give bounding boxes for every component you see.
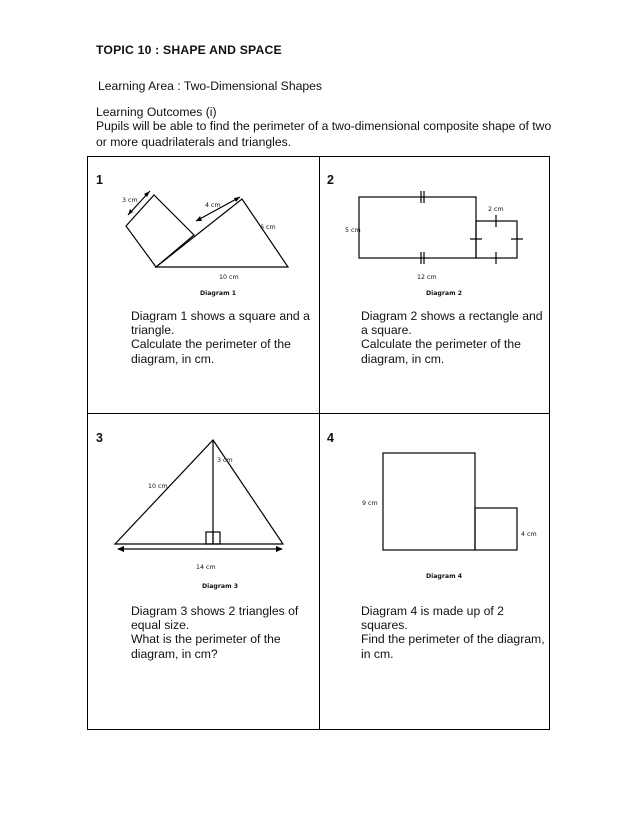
question-number: 4 <box>327 431 334 445</box>
label-side: 4 cm <box>205 202 221 209</box>
label-side: 2 cm <box>488 206 504 213</box>
label-side: 5 cm <box>345 227 361 234</box>
question-text: Diagram 1 shows a square and a triangle. Calculate the perimeter of the diagram, in cm. <box>131 309 310 366</box>
question-cell-2 <box>319 156 550 414</box>
question-text: Diagram 2 shows a rectangle and a square. Calculate the perimeter of the diagram, in cm. <box>361 309 543 366</box>
diagram-caption: Diagram 4 <box>426 573 462 580</box>
label-side: 6 cm <box>260 224 276 231</box>
question-number: 2 <box>327 173 334 187</box>
question-text: Diagram 3 shows 2 triangles of equal size. What is the perimeter of the diagram, in cm? <box>131 604 299 661</box>
question-number: 1 <box>96 173 103 187</box>
triangles-shape <box>115 440 283 544</box>
diagram-caption: Diagram 3 <box>202 583 238 590</box>
learning-outcomes-title: Learning Outcomes (i) <box>96 105 217 119</box>
question-grid <box>87 156 550 730</box>
question-cell-4 <box>319 413 550 730</box>
rectangle-shape <box>359 197 476 258</box>
learning-area: Learning Area : Two-Dimensional Shapes <box>98 79 323 93</box>
triangle-shape <box>156 199 288 267</box>
diagram-4 <box>320 414 549 589</box>
label-side: 12 cm <box>417 274 437 281</box>
diagram-1 <box>88 157 319 299</box>
label-side: 9 cm <box>362 500 378 507</box>
diagram-caption: Diagram 1 <box>200 290 236 297</box>
question-number: 3 <box>96 431 103 445</box>
small-square-shape <box>475 508 517 550</box>
question-text: Diagram 4 is made up of 2 squares. Find the perimeter of the diagram, in cm. <box>361 604 545 661</box>
label-side: 3 cm <box>217 457 233 464</box>
diagram-2 <box>320 157 549 299</box>
topic-heading: TOPIC 10 : SHAPE AND SPACE <box>96 43 282 57</box>
diagram-3 <box>88 414 319 599</box>
label-side: 3 cm <box>122 197 138 204</box>
large-square-shape <box>383 453 475 550</box>
question-cell-3 <box>87 413 320 730</box>
learning-outcomes-text: Pupils will be able to find the perimeter of a two-dimensional composite shape of two or more quadrilaterals and triangles. <box>96 119 552 149</box>
label-side: 10 cm <box>148 483 168 490</box>
label-side: 14 cm <box>196 564 216 571</box>
question-cell-1 <box>87 156 320 414</box>
diagram-caption: Diagram 2 <box>426 290 462 297</box>
label-side: 10 cm <box>219 274 239 281</box>
label-side: 4 cm <box>521 531 537 538</box>
